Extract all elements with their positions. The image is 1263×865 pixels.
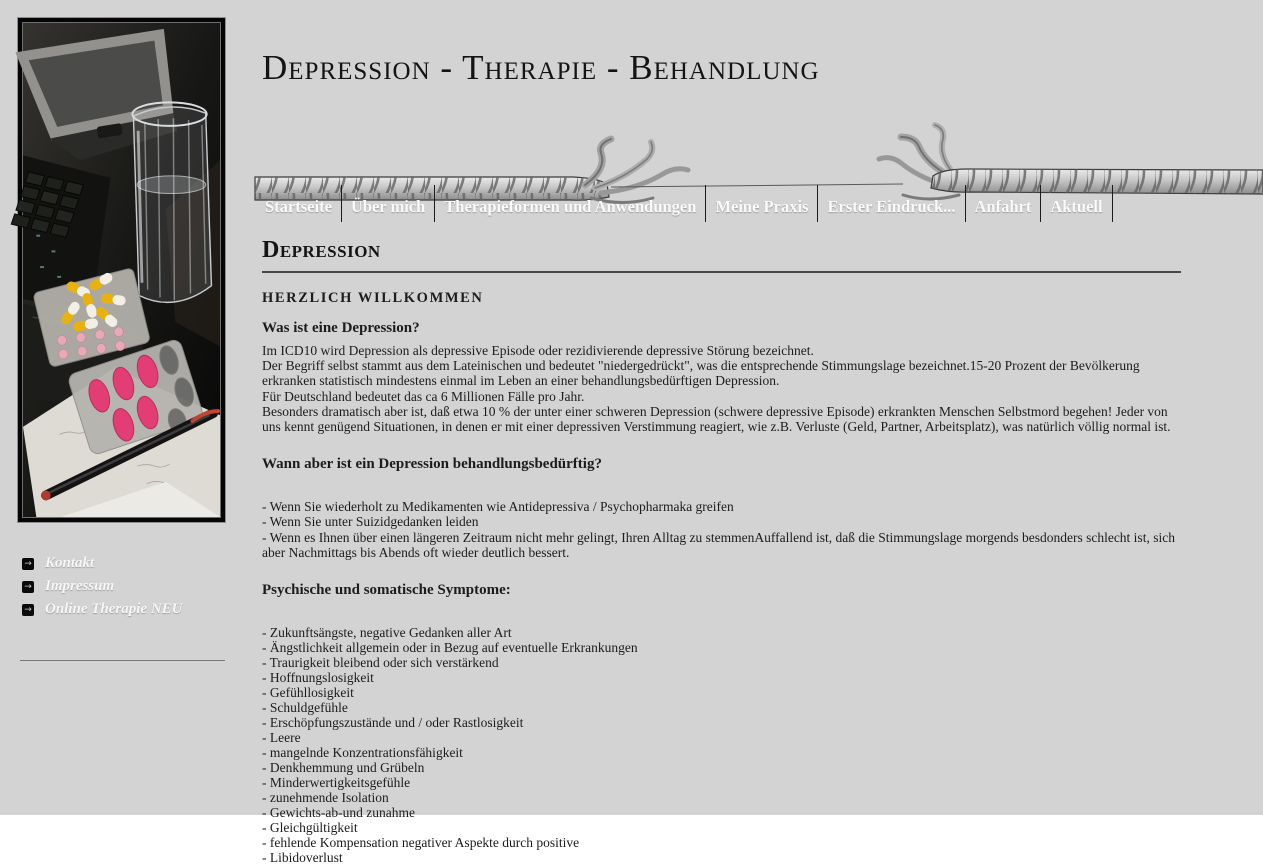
symptom-item: - Minderwertigkeitsgefühle xyxy=(262,775,411,791)
symptom-item: - Zukunftsängste, negative Gedanken aller Art xyxy=(262,625,512,641)
symptom-item: - Schuldgefühle xyxy=(262,700,348,716)
symptom-item: - fehlende Kompensation negativer Aspekte durch positive xyxy=(262,835,580,851)
section-symptome xyxy=(262,582,1181,865)
nav-tab[interactable] xyxy=(342,185,435,222)
arrow-icon: → xyxy=(22,558,34,570)
text-line: Im ICD10 wird Depression als depressive Episode oder rezidivierende depressive Störung bezeichnet. xyxy=(262,343,814,358)
sidebar-divider xyxy=(20,660,225,661)
symptom-list xyxy=(262,625,1181,865)
nav-tab[interactable] xyxy=(435,185,706,222)
nav-tab-label: Therapieformen und Anwendungen xyxy=(444,197,697,216)
arrow-icon: → xyxy=(22,604,34,616)
symptom-item: - mangelnde Konzentrationsfähigkeit xyxy=(262,745,463,761)
sidebar-link-label: Online Therapie NEU xyxy=(45,601,183,617)
nav-tab-label: Anfahrt xyxy=(974,197,1032,216)
sidebar-link-label: Kontakt xyxy=(45,555,95,571)
symptom-item: - Hoffnungslosigkeit xyxy=(262,670,374,686)
nav-tab[interactable] xyxy=(818,185,965,222)
symptom-item: - zunehmende Isolation xyxy=(262,790,389,806)
text-line: - Wenn Sie wiederholt zu Medikamenten wie Antidepressiva / Psychopharmaka greifen xyxy=(262,499,734,515)
section-paragraphs xyxy=(262,499,1181,560)
sidebar-photo xyxy=(17,17,226,523)
pills-water-glass-laptop-photo xyxy=(22,22,221,518)
nav-tab[interactable] xyxy=(256,185,342,222)
nav-tab-label: Erster Eindruck... xyxy=(827,197,956,216)
nav-tab-label: Meine Praxis xyxy=(715,197,809,216)
nav-tab-label: Aktuell xyxy=(1050,197,1103,216)
section-heading: Psychische und somatische Symptome: xyxy=(262,582,511,599)
symptom-item: - Libidoverlust xyxy=(262,850,343,865)
section-paragraphs xyxy=(262,343,1181,434)
text-line: Der Begriff selbst stammt aus dem Lateinischen und bedeutet "niedergedrückt", was die entsprechende Stimmungslage bezeichnet.15-20 Prozent der Bevölkerung erkranken statistisch mindestens einmal im Leben an einer behandlungsbedürftigen Depression. xyxy=(262,358,1140,389)
nav-tab-label: Startseite xyxy=(265,197,332,216)
sidebar-link-label: Impressum xyxy=(45,578,115,594)
symptom-item: - Leere xyxy=(262,730,301,746)
text-line: Besonders dramatisch aber ist, daß etwa 10 % der unter einer schweren Depression (schwere depressive Episode) erkrankten Menschen Selbstmord begehen! Jeder von uns kennt genügend Situationen, in denen er mit einer depressiven Verstimmung reagiert, wie z.B. Verluste (Geld, Partner, Arbeitsplatz), was natürlich völlig normal ist. xyxy=(262,403,1171,435)
page-heading: Depression xyxy=(262,237,381,263)
site-title: Depression - Therapie - Behandlung xyxy=(262,48,820,87)
symptom-item: - Erschöpfungszustände und / oder Rastlosigkeit xyxy=(262,715,524,731)
nav-tab-label: Über mich xyxy=(350,197,426,216)
heading-rule xyxy=(262,271,1181,273)
text-line: - Wenn Sie unter Suizidgedanken leiden xyxy=(262,514,479,530)
symptom-item: - Gleichgültigkeit xyxy=(262,820,358,836)
symptom-item: - Gefühllosigkeit xyxy=(262,685,354,701)
sidebar-link[interactable] xyxy=(22,575,242,598)
section-heading: Wann aber ist ein Depression behandlungsbedürftig? xyxy=(262,456,602,473)
text-line: Für Deutschland bedeutet das ca 6 Millionen Fälle pro Jahr. xyxy=(262,388,585,404)
sidebar-links xyxy=(22,552,242,621)
arrow-icon: → xyxy=(22,581,34,593)
section-heading: Was ist eine Depression? xyxy=(262,320,420,336)
welcome-heading: HERZLICH WILLKOMMEN xyxy=(262,290,484,306)
symptom-item: - Traurigkeit bleibend oder sich verstärkend xyxy=(262,655,499,671)
symptom-item: - Ängstlichkeit allgemein oder in Bezug auf eventuelle Erkrankungen xyxy=(262,640,638,656)
symptom-item: - Denkhemmung und Grübeln xyxy=(262,760,425,776)
section-behandlungsbeduerftig xyxy=(262,456,1181,560)
nav-tab[interactable] xyxy=(706,185,818,222)
nav-tab[interactable] xyxy=(1041,185,1112,222)
section-was-ist-eine-depression xyxy=(262,320,1181,434)
nav-tab[interactable] xyxy=(966,185,1042,222)
text-line: - Wenn es Ihnen über einen längeren Zeitraum nicht mehr gelingt, Ihren Alltag zu stemmenAuffallend ist, daß die Stimmungslage morgends besdonders schlecht ist, sich aber Nachmittags bis Abends oft wieder deutlich bessert. xyxy=(262,529,1175,560)
symptom-item: - Gewichts-ab-und zunahme xyxy=(262,805,415,821)
sidebar-link[interactable] xyxy=(22,552,242,575)
sidebar-link[interactable] xyxy=(22,598,242,621)
main-nav xyxy=(256,190,1113,222)
main-content xyxy=(262,237,1181,865)
